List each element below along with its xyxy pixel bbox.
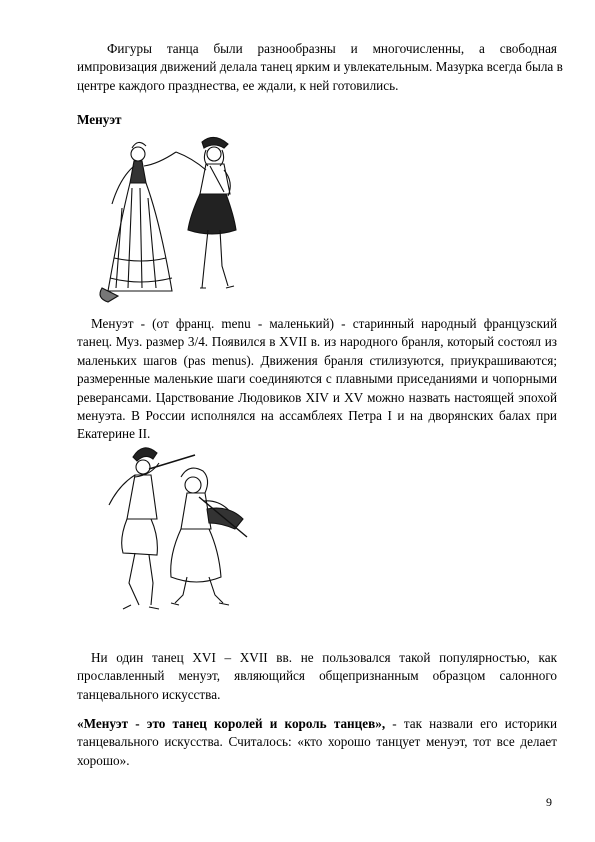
minuet-line-5: реверансами. Царствование Людовиков XIV и XV можно назвать настоящей эпохой (77, 389, 557, 405)
quote-paragraph (77, 715, 557, 770)
intro-paragraph (77, 40, 563, 95)
quote-line-1 (77, 715, 557, 733)
popular-line-1: Ни один танец XVI – XVII вв. не пользовался такой популярностью, как (91, 650, 557, 665)
intro-line-1: Фигуры танца были разнообразны и многочисленны, а свободная (107, 41, 557, 56)
minuet-line-6: менуэта. В России исполнялся на ассамблеях Петра I и на дворянских балах при (77, 408, 557, 424)
section-heading: Менуэт (77, 112, 122, 127)
minuet-line-4: размеренные маленькие шаги соединяются с плавными приседаниями и чопорными (77, 371, 557, 387)
quote-line-3: хорошо». (77, 752, 130, 768)
quote-line-2: танцевального искусства. Считалось: «кто хорошо танцует менуэт, тот все делает (77, 734, 557, 750)
popular-line-3: танцевального искусства. (77, 686, 221, 702)
minuet-line-2: танец. Муз. размер 3/4. Появился в XVII в. из народного бранля, который состоял из (77, 334, 557, 350)
minuet-line-7: Екатерине II. (77, 426, 151, 442)
intro-line-2: импровизация движений делала танец ярким и увлекательным. Мазурка всегда была в (77, 59, 563, 75)
quote-line-1-rest: - так назвали его историки (385, 716, 557, 731)
minuet-line-1: Менуэт - (от франц. menu - маленький) - старинный народный французский (91, 316, 557, 331)
popular-line-2: прославленный менуэт, являющийся общепризнанным образцом салонного (77, 668, 557, 684)
minuet-paragraph (77, 315, 557, 444)
page-number: 9 (546, 795, 552, 809)
popularity-paragraph (77, 649, 557, 704)
minuet-line-3: маленьких шагов (pas menus). Движения бранля стилизуются, приукрашиваются; (77, 352, 557, 368)
musicians-illustration (95, 437, 265, 617)
quote-bold: «Менуэт - это танец королей и король танцев», (77, 716, 386, 731)
intro-line-3: центре каждого празднества, ее ждали, к ней готовились. (77, 77, 399, 93)
dancing-couple-illustration (92, 128, 252, 306)
